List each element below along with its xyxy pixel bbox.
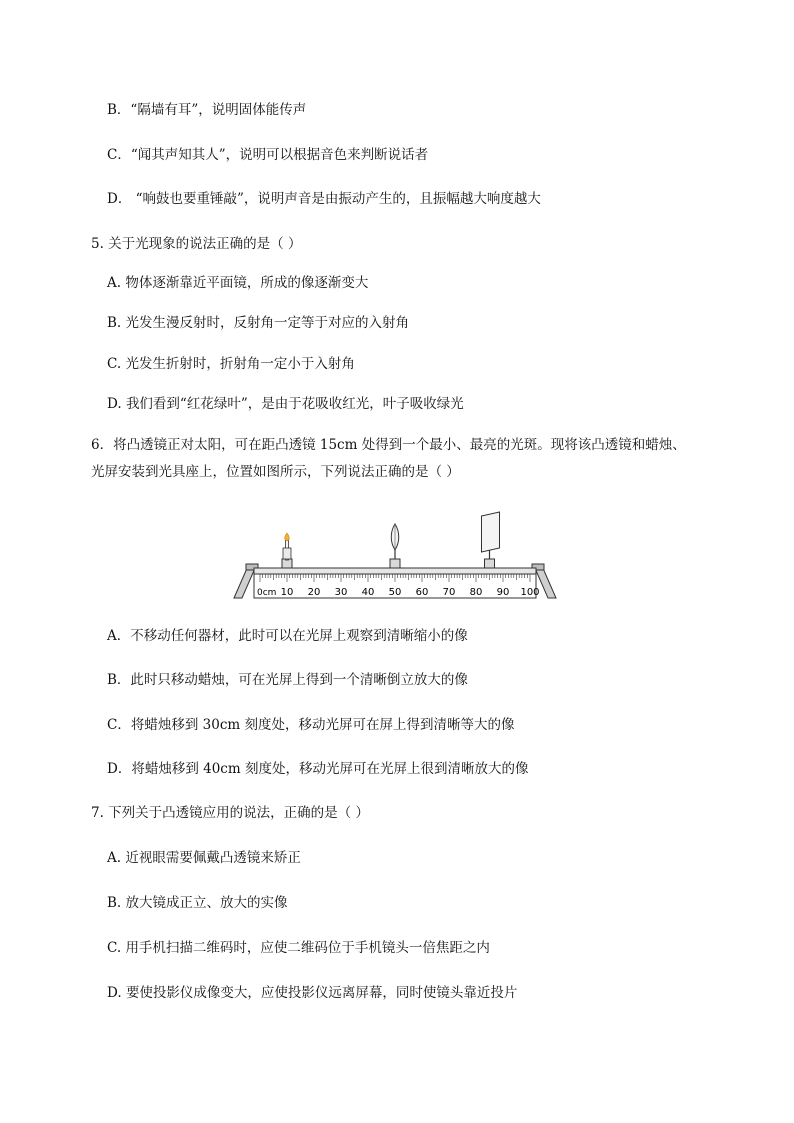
option-label: C. — [107, 356, 122, 372]
q5-option-a — [107, 274, 368, 292]
flame-icon — [285, 533, 290, 541]
ruler-tick-label: 80 — [469, 587, 483, 598]
option-label: D. — [107, 396, 122, 412]
option-text: 要使投影仪成像变大，应使投影仪远离屏幕，同时使镜头靠近投片 — [125, 985, 518, 1001]
ruler-tick-label: 100 — [520, 587, 540, 598]
option-label: C． — [107, 717, 131, 733]
option-label: A. — [107, 850, 122, 866]
option-label: B． — [107, 672, 131, 688]
ruler-tick-label: 20 — [307, 587, 321, 598]
option-label: D. — [107, 985, 122, 1001]
q6-option-c — [107, 716, 514, 734]
q5-stem: 5. 关于光现象的说法正确的是（ ） — [91, 236, 302, 252]
bench-rail — [254, 568, 536, 574]
ruler-tick-label: 70 — [442, 587, 456, 598]
option-text: 将蜡烛移到 30cm 刻度处，移动光屏可在屏上得到清晰等大的像 — [130, 717, 515, 733]
ruler-tick-label: 10 — [280, 587, 294, 598]
convex-lens — [390, 524, 400, 568]
option-label: C. — [107, 940, 122, 956]
option-text: 光发生折射时，折射角一定小于入射角 — [125, 356, 355, 372]
q4-option-b — [107, 101, 306, 119]
optical-bench-figure — [230, 506, 560, 606]
q6-option-b — [107, 671, 468, 689]
option-label: C． — [107, 147, 131, 163]
q6-option-d — [107, 760, 528, 778]
option-text: “闻其声知其人”，说明可以根据音色来判断说话者 — [130, 147, 429, 163]
ruler-tick-label: 90 — [496, 587, 510, 598]
option-text: “响鼓也要重锤敲”，说明声音是由振动产生的，且振幅越大响度越大 — [131, 191, 541, 207]
option-text: 不移动任何器材，此时可以在光屏上观察到清晰缩小的像 — [130, 628, 468, 644]
q6-option-a — [107, 627, 468, 645]
q6-stem-line1: 6．将凸透镜正对太阳，可在距凸透镜 15cm 处得到一个最小、最亮的光斑。现将该凸透镜和蜡烛、 — [91, 437, 686, 453]
option-text: 用手机扫描二维码时，应使二维码位于手机镜头一倍焦距之内 — [125, 940, 490, 956]
option-text: 物体逐渐靠近平面镜，所成的像逐渐变大 — [125, 275, 369, 291]
option-label: D． — [107, 191, 132, 207]
ruler-start-label: 0cm — [257, 588, 277, 598]
option-label: A． — [107, 628, 131, 644]
q4-option-c — [107, 146, 428, 164]
option-text: 将蜡烛移到 40cm 刻度处，移动光屏可在光屏上很到清晰放大的像 — [131, 761, 529, 777]
q7-option-c — [107, 939, 490, 957]
q7-option-a — [107, 849, 301, 867]
q6-stem-line2: 光屏安装到光具座上，位置如图所示，下列说法正确的是（ ） — [91, 464, 460, 480]
option-text: 放大镜成正立、放大的实像 — [125, 895, 288, 911]
option-label: B． — [107, 102, 131, 118]
ruler-tick-label: 60 — [415, 587, 429, 598]
light-screen — [482, 512, 500, 568]
ruler-tick-label: 40 — [361, 587, 375, 598]
option-text: 此时只移动蜡烛，可在光屏上得到一个清晰倒立放大的像 — [130, 672, 468, 688]
option-label: B. — [107, 315, 122, 331]
ruler-tick-label: 30 — [334, 587, 348, 598]
q5-option-c — [107, 355, 355, 373]
q4-option-d — [107, 190, 541, 208]
option-text: 光发生漫反射时，反射角一定等于对应的入射角 — [125, 315, 410, 331]
ruler-tick-label: 50 — [388, 587, 402, 598]
option-text: “隔墙有耳”，说明固体能传声 — [130, 102, 307, 118]
q7-option-d — [107, 984, 517, 1002]
q5-option-b — [107, 314, 409, 332]
option-label: D． — [107, 761, 132, 777]
q7-option-b — [107, 894, 288, 912]
option-text: 近视眼需要佩戴凸透镜来矫正 — [125, 850, 301, 866]
option-label: A. — [107, 275, 122, 291]
q5-option-d — [107, 395, 464, 413]
candle — [282, 533, 292, 568]
option-label: B. — [107, 895, 122, 911]
option-text: 我们看到“红花绿叶”，是由于花吸收红光，叶子吸收绿光 — [125, 396, 464, 412]
q7-stem: 7. 下列关于凸透镜应用的说法，正确的是（ ） — [91, 805, 369, 821]
